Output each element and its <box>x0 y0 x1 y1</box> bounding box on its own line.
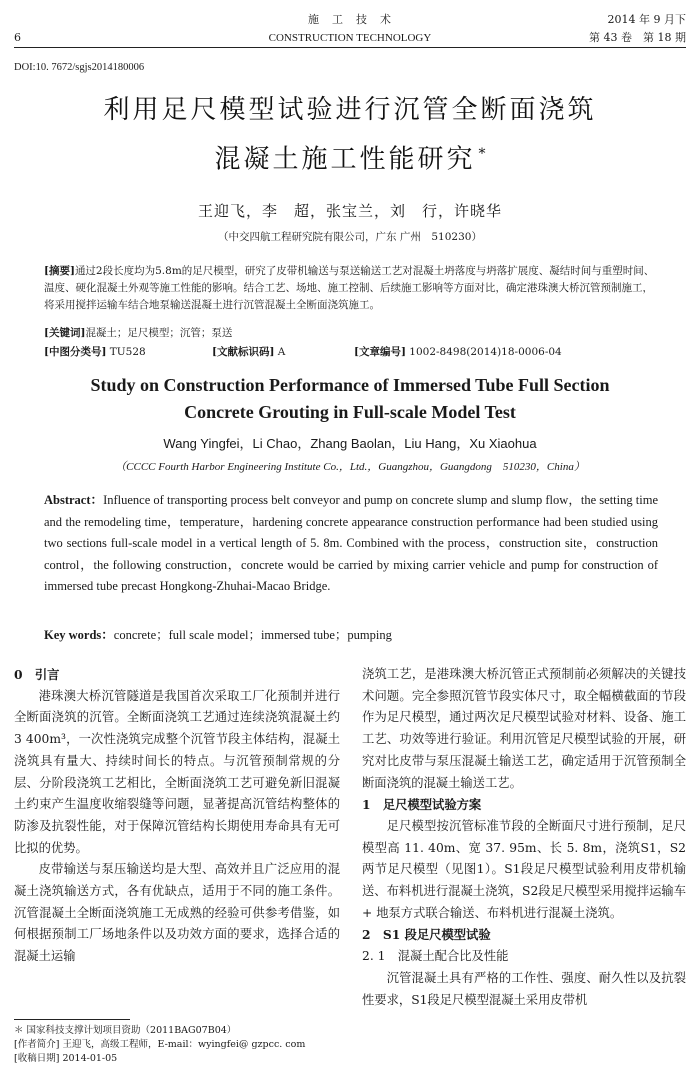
footnote-fund: ＊ 国家科技支撑计划项目资助（2011BAG07B04） <box>14 1025 237 1036</box>
section-1-heading: 1 足尺模型试验方案 <box>362 797 482 813</box>
clc-code <box>44 344 146 361</box>
keywords-en-label: Key words： <box>44 628 114 642</box>
section-2-heading: 2 S1 段足尺模型试验 <box>362 927 491 943</box>
title-en-line2: Concrete Grouting in Full-scale Model Test <box>184 402 516 422</box>
footnote-author-label: [作者简介] <box>14 1039 60 1050</box>
document-code <box>212 344 285 361</box>
paragraph-3: 浇筑工艺，是港珠澳大桥沉管正式预制前必须解决的关键技术问题。完全参照沉管节段实体尺寸，取全幅横截面的节段作为足尺模型，通过两次足尺模型试验对材料、设备、施工工艺、功效等进行验证。利用沉管足尺模型试验的开展，研究对比皮带与泵压混凝土输送工艺，确定适用于沉管预制全断面浇筑的混凝土输送工艺。 <box>362 667 686 790</box>
abstract-en-label: Abstract： <box>44 493 104 507</box>
paragraph-4: 足尺模型按沉管标准节段的全断面尺寸进行预制，足尺模型高 11. 40m、宽 37. 95m、长 5. 8m，浇筑S1，S2两节足尺模型（见图1）。S1段足尺模型试验利用皮带机输送、布料机进行混凝土浇筑，S2段足尺模型采用搅拌运输车 + 地泵方式联合输送、布料机进行混凝土浇筑。 <box>362 818 686 920</box>
abstract-en <box>44 490 658 598</box>
abstract-cn-text: 通过2段长度均为5.8m的足尺模型，研究了皮带机输送与泵送输送工艺对混凝土坍落度与坍落扩展度、凝结时间与重塑时间、温度、硬化混凝土外观等施工性能的影响。结合工艺、场地、施工控制、后续施工影响等方面对比，确定港珠澳大桥沉管预制施工，将采用搅拌运输车结合地泵输送混凝土进行沉管混凝土全断面浇筑施工。 <box>44 265 655 311</box>
keywords-cn-label: [关键词] <box>44 327 86 339</box>
section-0-heading: 0 引言 <box>14 667 60 682</box>
abstract-cn-label: [摘要] <box>44 265 75 277</box>
footnote-received-label: [收稿日期] <box>14 1053 60 1064</box>
footnote-author <box>14 1038 340 1052</box>
abstract-en-text: Influence of transporting process belt conveyor and pump on concrete slump and slump flow，the setting time and the remodeling time，temperature，hardening concrete appearance construction performance had been studied using two sections full-scale model in a vertical length of 5. 8m. Combined with the process，construction site，construction control，the following construction，concrete would be carried by mixing carrier vehicle and pump for construction of immersed tube precast Hongkong-Zhuhai-Macao Bridge. <box>44 493 658 594</box>
keywords-en <box>44 625 658 643</box>
paragraph-2: 皮带输送与泵压输送均是大型、高效并且广泛应用的混凝土浇筑输送方式，各有优缺点，适用于不同的施工条件。沉管混凝土全断面浇筑施工无成熟的经验可供参考借鉴，如何根据预制工厂场地条件以及功效方面的要求，选择合适的混凝土运输 <box>14 862 340 964</box>
clc-value: TU528 <box>109 346 146 358</box>
footnote-rule <box>14 1019 130 1020</box>
keywords-cn-text: 混凝土；足尺模型；沉管；泵送 <box>85 327 233 339</box>
article-number <box>354 344 562 361</box>
authors-en: Wang Yingfei，Li Chao，Zhang Baolan，Liu Hang，Xu Xiaohua <box>163 436 537 451</box>
doc-code-value: A <box>277 346 286 358</box>
article-number-value: 1002-8498(2014)18-0006-04 <box>409 346 562 358</box>
abstract-cn <box>44 263 658 314</box>
journal-name-cn: 施 工 技 术 <box>308 13 392 26</box>
doi: DOI:10. 7672/sgjs2014180006 <box>14 62 145 73</box>
article-number-label: [文章编号] <box>354 346 406 358</box>
authors-cn: 王迎飞，李 超，张宝兰，刘 行，许晓华 <box>197 202 502 220</box>
title-footnote-mark: * <box>478 146 486 162</box>
keywords-en-text: concrete；full scale model；immersed tube；pumping <box>113 628 392 642</box>
keywords-cn <box>44 325 658 342</box>
title-cn-line2: 混凝土施工性能研究 <box>214 144 476 175</box>
affiliation-en: （CCCC Fourth Harbor Engineering Institute Co.，Ltd.，Guangzhou，Guangdong 510230，China） <box>115 461 585 473</box>
section-2-1-heading: 2. 1 混凝土配合比及性能 <box>362 949 509 964</box>
journal-name-en: CONSTRUCTION TECHNOLOGY <box>268 32 432 44</box>
header-rule <box>14 47 686 48</box>
footnote-author-text: 王迎飞，高级工程师，E-mail：wyingfei@ gzpcc. com <box>62 1039 306 1050</box>
footnote-received-date: 2014-01-05 <box>62 1053 118 1064</box>
clc-label: [中图分类号] <box>44 346 107 358</box>
footnotes <box>14 1024 340 1066</box>
paragraph-5: 沉管混凝土具有严格的工作性、强度、耐久性以及抗裂性要求，S1段足尺模型混凝土采用皮带机 <box>362 970 686 1007</box>
title-en-line1: Study on Construction Performance of Immersed Tube Full Section <box>90 375 610 395</box>
body-right-column <box>362 664 686 1011</box>
title-cn-line1: 利用足尺模型试验进行沉管全断面浇筑 <box>103 95 597 125</box>
issue-date: 2014 年 9 月下 <box>607 13 686 26</box>
paragraph-1: 港珠澳大桥沉管隧道是我国首次采取工厂化预制并进行全断面浇筑的沉管。全断面浇筑工艺通过连续浇筑混凝土约3 400m³，一次性浇筑完成整个沉管节段主体结构，混凝土浇筑具有量大、持续时间长的特点。与沉管预制常规的分层、分阶段浇筑工艺相比，全断面浇筑工艺可避免新旧混凝土约束产生温度收缩裂缝等问题，显著提高沉管结构整体的防渗及抗裂性能，对于保障沉管结构长期使用寿命具有无可比拟的优势。 <box>14 688 340 855</box>
footnote-received <box>14 1052 340 1066</box>
doc-code-label: [文献标识码] <box>212 346 275 358</box>
page-number: 6 <box>14 31 21 44</box>
volume-issue: 第 43 卷 第 18 期 <box>589 31 686 44</box>
title-cn-line2-wrap <box>0 136 700 178</box>
body-left-column <box>14 664 340 968</box>
affiliation-cn: （中交四航工程研究院有限公司，广东 广州 510230） <box>218 231 482 243</box>
